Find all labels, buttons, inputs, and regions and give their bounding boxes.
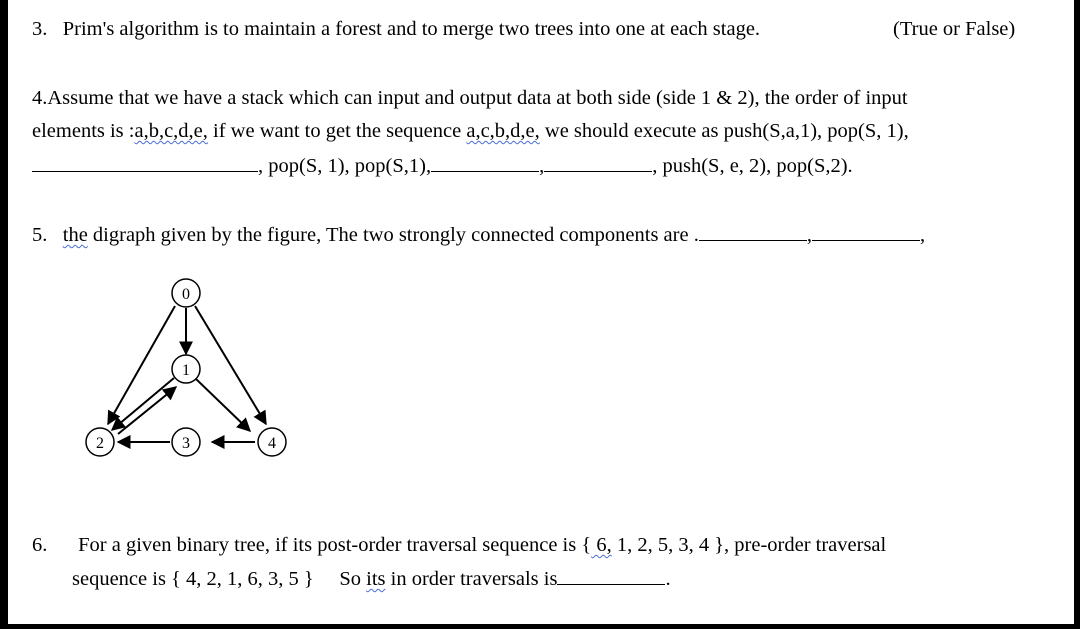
edge-1-4 (196, 379, 250, 431)
right-border (1074, 0, 1080, 629)
svg-text:1: 1 (182, 362, 190, 379)
graph-node-1 (172, 355, 200, 383)
question-4-line-2: elements is :a,b,c,d,e, if we want to get the sequence a,c,b,d,e, we should execute as push(S,a,1), pop(S, 1), (32, 120, 909, 142)
answer-blank-6[interactable] (557, 566, 665, 585)
answer-blank-5a[interactable] (699, 222, 807, 241)
question-6-number: 6. (32, 534, 48, 556)
graph-node-3 (172, 428, 200, 456)
answer-blank-4c[interactable] (544, 153, 652, 172)
question-5-number: 5. (32, 224, 48, 246)
answer-blank-5b[interactable] (812, 222, 920, 241)
question-3-number: 3. (32, 18, 48, 40)
svg-text:2: 2 (96, 435, 104, 452)
answer-blank-4b[interactable] (431, 153, 539, 172)
edge-2-1 (118, 387, 176, 434)
bottom-border (0, 624, 1080, 629)
question-4-line-3: , pop(S, 1), pop(S,1), , , push(S, e, 2), pop(S,2). (32, 153, 853, 179)
svg-text:0: 0 (182, 286, 190, 303)
graph-node-0 (172, 279, 200, 307)
edge-1-2 (112, 378, 174, 430)
question-6-line-2: sequence is { 4, 2, 1, 6, 3, 5 } So its in order traversals is . (72, 568, 671, 590)
answer-blank-4a[interactable] (32, 153, 258, 172)
graph-node-2 (86, 428, 114, 456)
question-4-line-1: 4.Assume that we have a stack which can input and output data at both side (side 1 & 2), the order of input (32, 87, 908, 109)
question-6-line-1: 6. For a given binary tree, if its post-order traversal sequence is { 6, 1, 2, 5, 3, 4 }, pre-order traversal (32, 534, 887, 556)
graph-node-4 (258, 428, 286, 456)
digraph-figure (70, 268, 310, 478)
question-3 (32, 16, 760, 42)
input-order: a,b,c,d,e, (134, 120, 208, 142)
target-sequence: a,c,b,d,e, (466, 120, 540, 142)
svg-text:3: 3 (182, 435, 190, 452)
svg-text:4: 4 (268, 435, 276, 452)
edge-0-4 (195, 306, 266, 424)
question-3-text: Prim's algorithm is to maintain a forest and to merge two trees into one at each stage. (62, 18, 761, 40)
question-5: 5. the digraph given by the figure, The two strongly connected components are . , , (32, 224, 926, 246)
question-3-choice: (True or False) (893, 18, 1016, 40)
left-border (0, 0, 8, 629)
